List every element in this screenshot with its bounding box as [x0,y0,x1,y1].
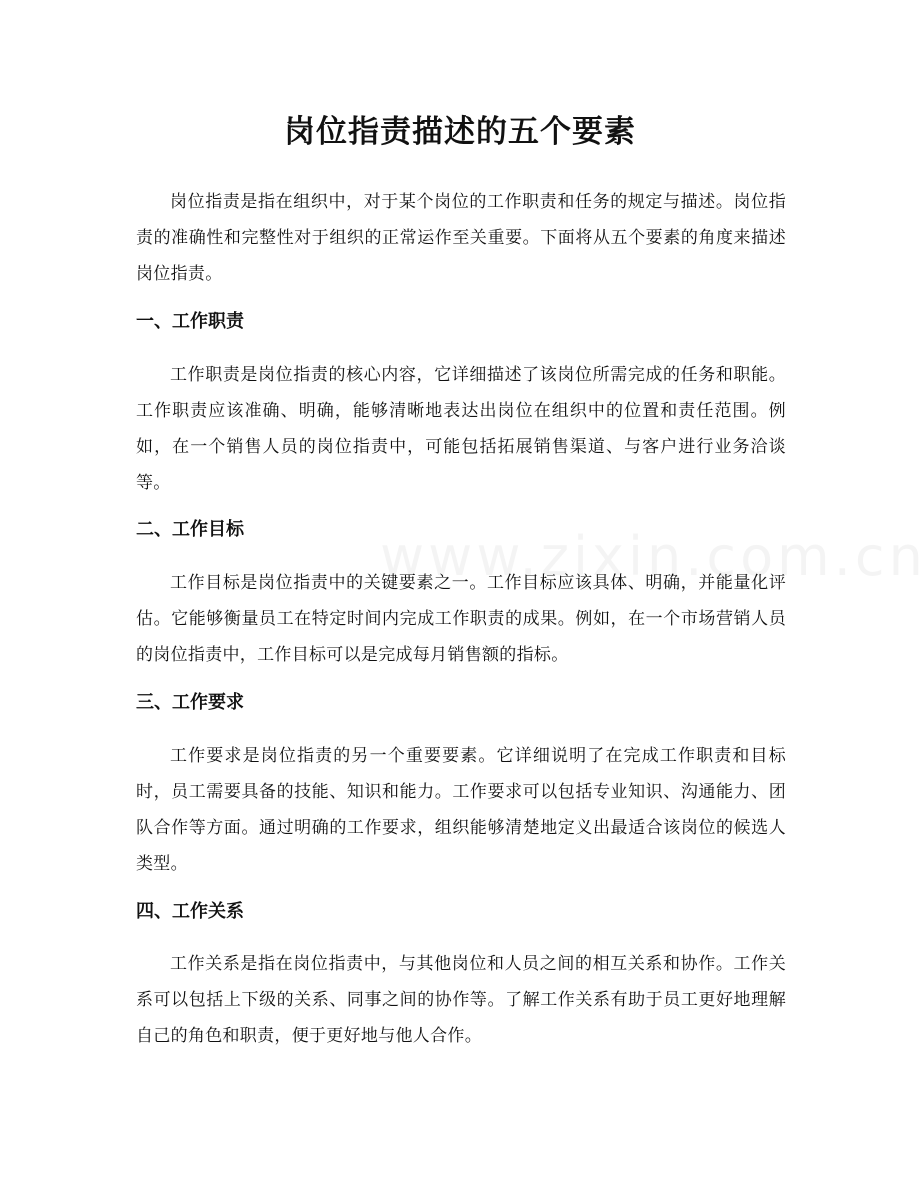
intro-paragraph: 岗位指责是指在组织中，对于某个岗位的工作职责和任务的规定与描述。岗位指责的准确性和完整性对于组织的正常运作至关重要。下面将从五个要素的角度来描述岗位指责。 [136,192,786,284]
section-heading-goals: 二、工作目标 [136,519,244,540]
section-heading-relations: 四、工作关系 [136,901,244,922]
section-body-goals: 工作目标是岗位指责中的关键要素之一。工作目标应该具体、明确，并能量化评估。它能够衡量员工在特定时间内完成工作职责的成果。例如，在一个市场营销人员的岗位指责中，工作目标可以是完成每月销售额的指标。 [136,573,786,665]
page-title: 岗位指责描述的五个要素 [284,114,636,150]
section-body-requirements: 工作要求是岗位指责的另一个重要要素。它详细说明了在完成工作职责和目标时，员工需要具备的技能、知识和能力。工作要求可以包括专业知识、沟通能力、团队合作等方面。通过明确的工作要求，组织能够清楚地定义出最适合该岗位的候选人类型。 [136,746,786,874]
section-body-relations: 工作关系是指在岗位指责中，与其他岗位和人员之间的相互关系和协作。工作关系可以包括上下级的关系、同事之间的协作等。了解工作关系有助于员工更好地理解自己的角色和职责，便于更好地与他人合作。 [136,954,786,1046]
section-body-duties: 工作职责是岗位指责的核心内容，它详细描述了该岗位所需完成的任务和职能。工作职责应该准确、明确，能够清晰地表达出岗位在组织中的位置和责任范围。例如，在一个销售人员的岗位指责中，可能包括拓展销售渠道、与客户进行业务洽谈等。 [136,365,786,493]
section-heading-requirements: 三、工作要求 [136,692,244,713]
section-heading-duties: 一、工作职责 [136,311,244,332]
